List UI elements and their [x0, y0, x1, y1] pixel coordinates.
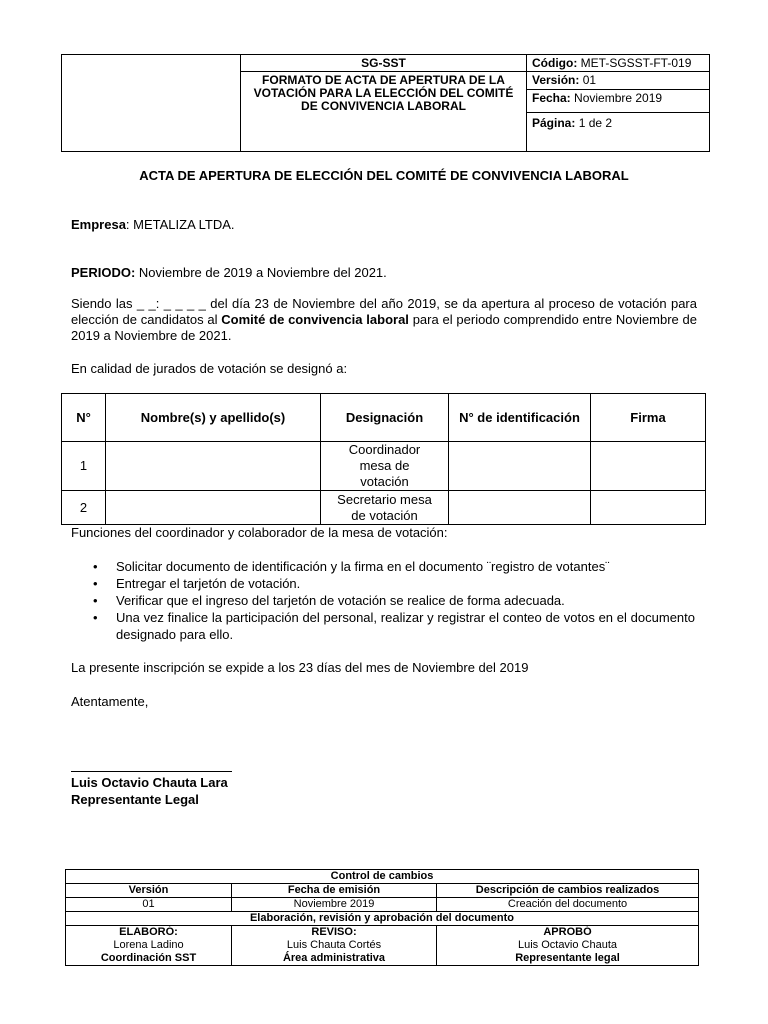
company-line: Empresa: METALIZA LTDA.: [71, 217, 235, 232]
document-header: [61, 54, 710, 152]
elaboro-role: Coordinación SST: [66, 952, 232, 966]
row-name: [106, 442, 321, 491]
change-control-table: [65, 869, 699, 966]
row-signature: [591, 491, 706, 525]
row-name: [106, 491, 321, 525]
row-designation: Coordinador mesa de votación: [321, 442, 449, 491]
list-item: • Entregar el tarjetón de votación.: [71, 575, 695, 592]
period-line: PERIODO: Noviembre de 2019 a Noviembre del 2021.: [71, 265, 387, 280]
table-row: [66, 898, 699, 912]
control-col-description: Descripción de cambios realizados: [437, 884, 699, 898]
opening-paragraph: Siendo las _ _: _ _ _ _ del día 23 de Noviembre del año 2019, se da apertura al proceso de votación para elección de candidatos al Comité de convivencia laboral para el periodo comprendido entre Noviembre de 2019 a Noviembre de 2021.: [71, 296, 697, 343]
row-designation: Secretario mesa de votación: [321, 491, 449, 525]
elaboro-name: Lorena Ladino: [66, 939, 232, 952]
functions-list: [71, 558, 695, 643]
approval-roles-row: [66, 952, 699, 966]
list-item: • Verificar que el ingreso del tarjetón de votación se realice de forma adecuada.: [71, 592, 695, 609]
control-col-version: Versión: [66, 884, 232, 898]
col-signature: Firma: [591, 394, 706, 442]
control-version: 01: [66, 898, 232, 912]
col-number: N°: [62, 394, 106, 442]
row-number: 2: [62, 491, 106, 525]
reviso-name: Luis Chauta Cortés: [232, 939, 437, 952]
regards: Atentamente,: [71, 694, 149, 709]
jurors-table: [61, 393, 706, 525]
jurors-table-header: [62, 394, 706, 442]
system-name: SG-SST: [241, 55, 527, 72]
row-number: 1: [62, 442, 106, 491]
control-title: Control de cambios: [66, 870, 699, 884]
table-row: [62, 442, 706, 491]
reviso-role: Área administrativa: [232, 952, 437, 966]
table-row: [62, 491, 706, 525]
aprobo-name: Luis Octavio Chauta: [437, 939, 699, 952]
page-cell: Página: 1 de 2: [527, 113, 710, 152]
functions-intro: Funciones del coordinador y colaborador de la mesa de votación:: [71, 525, 448, 540]
list-item: • Una vez finalice la participación del personal, realizar y registrar el conteo de votos en el documento designado para ello.: [71, 609, 695, 643]
list-item: • Solicitar documento de identificación y la firma en el documento ¨registro de votantes¨: [71, 558, 695, 575]
version-cell: Versión: 01: [527, 72, 710, 90]
approval-names-row: [66, 939, 699, 952]
closing-statement: La presente inscripción se expide a los 23 días del mes de Noviembre del 2019: [71, 660, 529, 675]
aprobo-label: APROBÓ: [437, 926, 699, 940]
code-cell: Código: MET-SGSST-FT-019: [527, 55, 710, 72]
row-identification: [449, 491, 591, 525]
control-description: Creación del documento: [437, 898, 699, 912]
aprobo-role: Representante legal: [437, 952, 699, 966]
col-name: Nombre(s) y apellido(s): [106, 394, 321, 442]
elaboro-label: ELABORÓ:: [66, 926, 232, 940]
control-col-date: Fecha de emisión: [232, 884, 437, 898]
jurors-intro: En calidad de jurados de votación se designó a:: [71, 361, 348, 376]
approval-header-row: [66, 926, 699, 940]
row-identification: [449, 442, 591, 491]
row-signature: [591, 442, 706, 491]
signer-name: Luis Octavio Chauta Lara: [71, 775, 228, 790]
format-title: FORMATO DE ACTA DE APERTURA DE LA VOTACIÓN PARA LA ELECCIÓN DEL COMITÉ DE CONVIVENCIA LABORAL: [241, 72, 527, 152]
control-date: Noviembre 2019: [232, 898, 437, 912]
control-header-row: [66, 884, 699, 898]
date-cell: Fecha: Noviembre 2019: [527, 90, 710, 113]
logo-cell: [62, 55, 241, 152]
signer-role: Representante Legal: [71, 792, 199, 807]
document-title: ACTA DE APERTURA DE ELECCIÓN DEL COMITÉ DE CONVIVENCIA LABORAL: [139, 168, 629, 183]
approval-title: Elaboración, revisión y aprobación del documento: [66, 912, 699, 926]
signature-line: [71, 771, 232, 772]
col-designation: Designación: [321, 394, 449, 442]
reviso-label: REVISO:: [232, 926, 437, 940]
col-identification: N° de identificación: [449, 394, 591, 442]
